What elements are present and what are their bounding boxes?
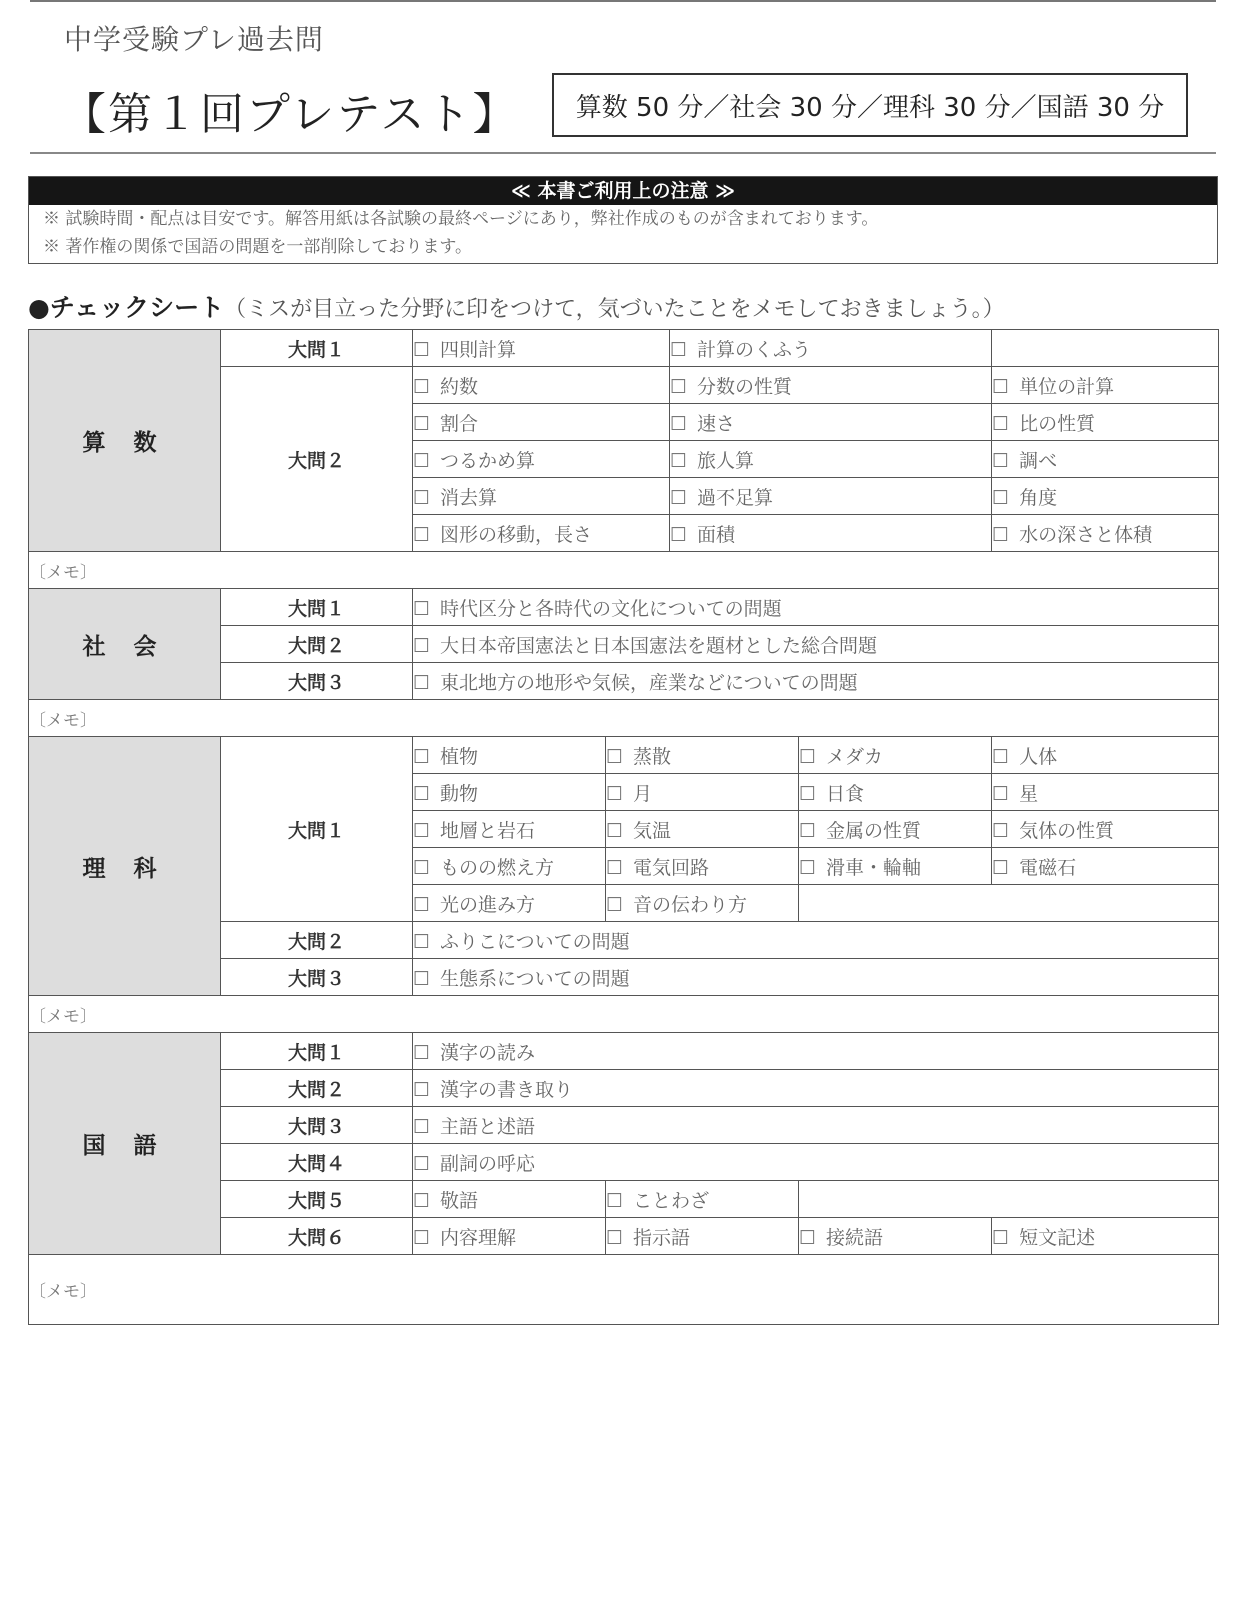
check-sheet-title: ●チェックシート: [28, 293, 225, 322]
check-item[interactable]: ☐ 副詞の呼応: [413, 1144, 1219, 1181]
subject-japanese: 国 語: [29, 1033, 221, 1255]
checkbox-icon[interactable]: ☐: [413, 1189, 431, 1212]
checkbox-icon[interactable]: ☐: [413, 782, 431, 805]
check-item[interactable]: ☐ 速さ: [670, 404, 992, 441]
check-sheet-table: [28, 329, 1219, 1325]
check-item[interactable]: ☐ 面積: [670, 515, 992, 552]
checkbox-icon[interactable]: ☐: [670, 338, 688, 361]
check-item[interactable]: ☐ 指示語: [606, 1218, 799, 1255]
check-item[interactable]: ☐ 蒸散: [606, 737, 799, 774]
check-item[interactable]: ☐ 内容理解: [413, 1218, 606, 1255]
checkbox-icon[interactable]: ☐: [413, 671, 431, 694]
empty-cell: [992, 330, 1219, 367]
question-label: 大問２: [221, 922, 413, 959]
checkbox-icon[interactable]: ☐: [799, 819, 817, 842]
check-sheet-heading: [28, 288, 1005, 324]
check-item[interactable]: ☐ 約数: [413, 367, 670, 404]
checkbox-icon[interactable]: ☐: [992, 486, 1010, 509]
question-label: 大問５: [221, 1181, 413, 1218]
checkbox-icon[interactable]: ☐: [413, 856, 431, 879]
notice-line: ※ 著作権の関係で国語の問題を一部削除しております。: [43, 237, 473, 257]
check-item[interactable]: ☐ 星: [992, 774, 1219, 811]
checkbox-icon[interactable]: ☐: [670, 449, 688, 472]
question-label: 大問３: [221, 1107, 413, 1144]
subject-science: 理 科: [29, 737, 221, 996]
check-item[interactable]: ☐ 分数の性質: [670, 367, 992, 404]
check-item[interactable]: ☐ 光の進み方: [413, 885, 606, 922]
check-item[interactable]: ☐ 電気回路: [606, 848, 799, 885]
checkbox-icon[interactable]: ☐: [670, 412, 688, 435]
checkbox-icon[interactable]: ☐: [670, 523, 688, 546]
question-label: 大問１: [221, 1033, 413, 1070]
question-label: 大問６: [221, 1218, 413, 1255]
check-item[interactable]: ☐ つるかめ算: [413, 441, 670, 478]
checkbox-icon[interactable]: ☐: [413, 1226, 431, 1249]
checkbox-icon[interactable]: ☐: [413, 523, 431, 546]
checkbox-icon[interactable]: ☐: [413, 338, 431, 361]
check-item[interactable]: ☐ 滑車・輪軸: [799, 848, 992, 885]
check-item[interactable]: ☐ 角度: [992, 478, 1219, 515]
header-divider: [30, 152, 1216, 154]
check-item[interactable]: ☐ 動物: [413, 774, 606, 811]
check-sheet-caption: （ミスが目立った分野に印をつけて，気づいたことをメモしておきましょう。）: [224, 297, 1005, 322]
check-item[interactable]: ☐ 漢字の書き取り: [413, 1070, 1219, 1107]
checkbox-icon[interactable]: ☐: [992, 856, 1010, 879]
question-label: 大問４: [221, 1144, 413, 1181]
checkbox-icon[interactable]: ☐: [992, 449, 1010, 472]
checkbox-icon[interactable]: ☐: [992, 745, 1010, 768]
checkbox-icon[interactable]: ☐: [799, 745, 817, 768]
checkbox-icon[interactable]: ☐: [670, 375, 688, 398]
book-subtitle: 中学受験プレ過去問: [64, 23, 324, 56]
check-item[interactable]: ☐ 地層と岩石: [413, 811, 606, 848]
checkbox-icon[interactable]: ☐: [799, 782, 817, 805]
subject-social: 社 会: [29, 589, 221, 700]
top-rule: [30, 0, 1216, 2]
question-label: 大問２: [221, 626, 413, 663]
check-item[interactable]: ☐ 図形の移動，長さ: [413, 515, 670, 552]
check-item[interactable]: ☐ 気温: [606, 811, 799, 848]
check-item[interactable]: ☐ ことわざ: [606, 1181, 799, 1218]
check-item[interactable]: ☐ 単位の計算: [992, 367, 1219, 404]
check-item[interactable]: ☐ ものの燃え方: [413, 848, 606, 885]
check-item[interactable]: ☐ 割合: [413, 404, 670, 441]
checkbox-icon[interactable]: ☐: [606, 819, 624, 842]
check-item[interactable]: ☐ 大日本帝国憲法と日本国憲法を題材とした総合問題: [413, 626, 1219, 663]
check-item[interactable]: ☐ 消去算: [413, 478, 670, 515]
check-item[interactable]: ☐ 比の性質: [992, 404, 1219, 441]
empty-cell: [799, 885, 1219, 922]
checkbox-icon[interactable]: ☐: [799, 1226, 817, 1249]
check-item[interactable]: ☐ 旅人算: [670, 441, 992, 478]
page-title: 【第１回プレテスト】: [62, 89, 519, 140]
memo-area-science[interactable]: 〔メモ〕: [29, 996, 1219, 1033]
checkbox-icon[interactable]: ☐: [413, 893, 431, 916]
check-item[interactable]: ☐ ふりこについての問題: [413, 922, 1219, 959]
check-item[interactable]: ☐ 東北地方の地形や気候，産業などについての問題: [413, 663, 1219, 700]
check-item[interactable]: ☐ 短文記述: [992, 1218, 1219, 1255]
checkbox-icon[interactable]: ☐: [606, 745, 624, 768]
checkbox-icon[interactable]: ☐: [413, 1041, 431, 1064]
checkbox-icon[interactable]: ☐: [413, 412, 431, 435]
notice-line: ※ 試験時間・配点は目安です。解答用紙は各試験の最終ページにあり，弊社作成のものが含まれております。: [43, 209, 879, 229]
checkbox-icon[interactable]: ☐: [606, 1189, 624, 1212]
check-item[interactable]: ☐ 日食: [799, 774, 992, 811]
checkbox-icon[interactable]: ☐: [413, 1078, 431, 1101]
checkbox-icon[interactable]: ☐: [606, 893, 624, 916]
checkbox-icon[interactable]: ☐: [606, 856, 624, 879]
checkbox-icon[interactable]: ☐: [413, 967, 431, 990]
checkbox-icon[interactable]: ☐: [413, 375, 431, 398]
memo-area-japanese[interactable]: 〔メモ〕: [29, 1255, 1219, 1325]
check-item[interactable]: ☐ 生態系についての問題: [413, 959, 1219, 996]
check-item[interactable]: ☐ 接続語: [799, 1218, 992, 1255]
checkbox-icon[interactable]: ☐: [413, 449, 431, 472]
checkbox-icon[interactable]: ☐: [413, 745, 431, 768]
check-item[interactable]: ☐ 漢字の読み: [413, 1033, 1219, 1070]
exam-time-box: 算数 50 分／社会 30 分／理科 30 分／国語 30 分: [552, 73, 1188, 137]
subject-math: 算 数: [29, 330, 221, 552]
memo-area-math[interactable]: 〔メモ〕: [29, 552, 1219, 589]
check-item[interactable]: ☐ 金属の性質: [799, 811, 992, 848]
checkbox-icon[interactable]: ☐: [413, 930, 431, 953]
notice-heading: ≪ 本書ご利用上の注意 ≫: [29, 177, 1217, 205]
checkbox-icon[interactable]: ☐: [992, 1226, 1010, 1249]
checkbox-icon[interactable]: ☐: [992, 412, 1010, 435]
check-item[interactable]: ☐ 敬語: [413, 1181, 606, 1218]
check-item[interactable]: ☐ 四則計算: [413, 330, 670, 367]
question-label: 大問２: [221, 1070, 413, 1107]
check-item[interactable]: ☐ 人体: [992, 737, 1219, 774]
usage-notice: [28, 176, 1218, 264]
checkbox-icon[interactable]: ☐: [413, 486, 431, 509]
check-item[interactable]: ☐ 気体の性質: [992, 811, 1219, 848]
check-item[interactable]: ☐ 主語と述語: [413, 1107, 1219, 1144]
checkbox-icon[interactable]: ☐: [992, 819, 1010, 842]
check-item[interactable]: ☐ 植物: [413, 737, 606, 774]
checkbox-icon[interactable]: ☐: [413, 1152, 431, 1175]
question-label: 大問２: [221, 367, 413, 552]
checkbox-icon[interactable]: ☐: [413, 819, 431, 842]
checkbox-icon[interactable]: ☐: [992, 375, 1010, 398]
checkbox-icon[interactable]: ☐: [799, 856, 817, 879]
checkbox-icon[interactable]: ☐: [606, 1226, 624, 1249]
check-item[interactable]: ☐ 音の伝わり方: [606, 885, 799, 922]
check-item[interactable]: ☐ 調べ: [992, 441, 1219, 478]
question-label: 大問３: [221, 663, 413, 700]
checkbox-icon[interactable]: ☐: [670, 486, 688, 509]
checkbox-icon[interactable]: ☐: [992, 782, 1010, 805]
check-item[interactable]: ☐ メダカ: [799, 737, 992, 774]
question-label: 大問１: [221, 589, 413, 626]
checkbox-icon[interactable]: ☐: [413, 1115, 431, 1138]
check-item[interactable]: ☐ 水の深さと体積: [992, 515, 1219, 552]
check-item[interactable]: ☐ 過不足算: [670, 478, 992, 515]
checkbox-icon[interactable]: ☐: [992, 523, 1010, 546]
check-item[interactable]: ☐ 月: [606, 774, 799, 811]
checkbox-icon[interactable]: ☐: [413, 597, 431, 620]
empty-cell: [799, 1181, 1219, 1218]
question-label: 大問１: [221, 330, 413, 367]
question-label: 大問１: [221, 737, 413, 922]
memo-area-social[interactable]: 〔メモ〕: [29, 700, 1219, 737]
check-item[interactable]: ☐ 計算のくふう: [670, 330, 992, 367]
question-label: 大問３: [221, 959, 413, 996]
check-item[interactable]: ☐ 電磁石: [992, 848, 1219, 885]
checkbox-icon[interactable]: ☐: [606, 782, 624, 805]
checkbox-icon[interactable]: ☐: [413, 634, 431, 657]
check-item[interactable]: ☐ 時代区分と各時代の文化についての問題: [413, 589, 1219, 626]
